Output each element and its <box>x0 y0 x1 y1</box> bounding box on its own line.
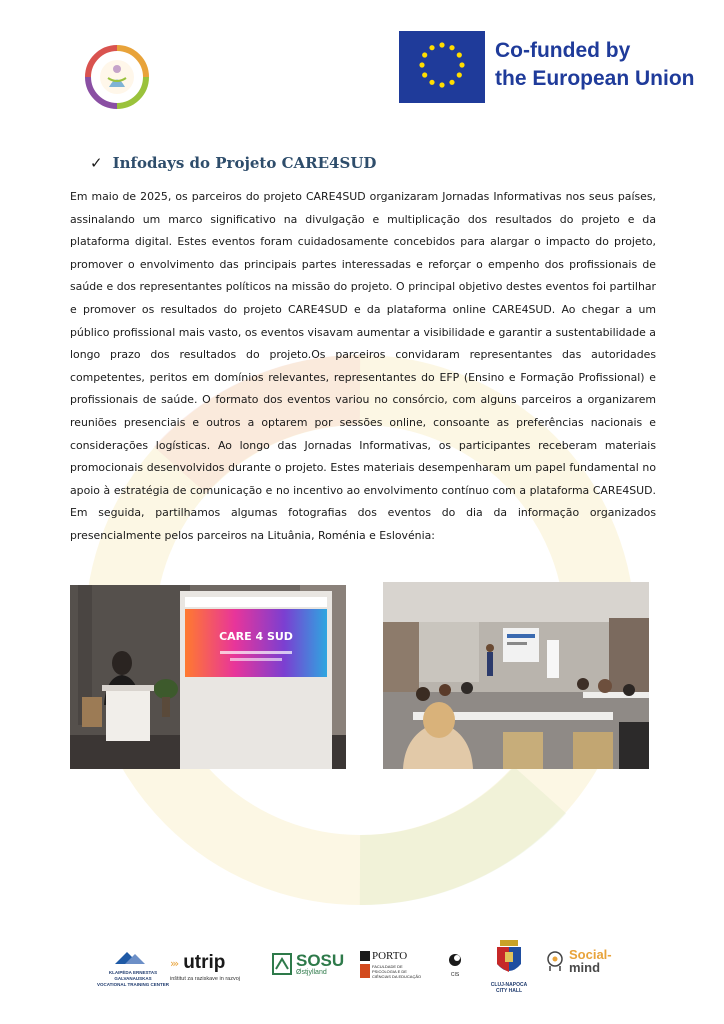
eu-line-2: the European Union <box>495 67 695 90</box>
klaipeda-line-2: VOCATIONAL TRAINING CENTER <box>96 982 170 987</box>
utrip-subtitle: inštitut za raziskave in razvoj <box>170 976 240 982</box>
utrip-arrows-icon: ››› <box>170 956 178 970</box>
uporto-mark-icon <box>360 964 370 978</box>
eu-flag-icon <box>399 31 485 103</box>
partner-utrip <box>170 952 262 982</box>
cluj-line-1: CLUJ-NAPOCA <box>490 982 528 988</box>
care4sud-logo <box>82 42 152 112</box>
body-paragraph: Em maio de 2025, os parceiros do projeto CARE4SUD organizaram Jornadas Informativas nos seus países, assinalando um marco significativo na divulgação e multiplicação dos resultados do projeto e da plataforma digital. Estes eventos foram cuidadosamente concebidos para alargar o impacto do projeto, promover o envolvimento das principais partes interessadas e reforçar o empenho dos profissionais de saúde e dos representantes políticos na missão do projeto. O principal objetivo destes eventos foi partilhar e promover os resultados do projeto CARE4SUD e da plataforma online CARE4SUD. Ao chegar a um público profissional mais vasto, os eventos visavam aumentar a visibilidade e garantir a sustentabilidade a longo prazo dos resultados do projeto.Os parceiros convidaram representantes das autoridades competentes, peritos em domínios relevantes, representantes do EFP (Ensino e Formação Profissional) e profissionais de saúde. O formato dos eventos variou no consórcio, com alguns parceiros a organizarem reuniões presenciais e outros a optarem por sessões online, consoante as preferências nacionais e considerações logísticas. Ao longo das Jornadas Informativas, os participantes receberam materiais promocionais desenvolvidos durante o projeto. Estes materiais desempenharam um papel fundamental no apoio à estratégia de comunicação e no incentivo ao envolvimento contínuo com a plataforma CARE4SUD. Em seguida, partilhamos algumas fotografias dos eventos do dia da informação organizados presencialmente pelos parceiros na Lituânia, Roménia e Eslovénia: <box>70 190 656 542</box>
uporto-name: PORTO <box>372 950 408 962</box>
slide-title: CARE 4 SUD <box>219 630 293 643</box>
sosu-name: SOSU <box>296 951 345 970</box>
partner-cis <box>444 952 466 978</box>
eu-cofunded-text <box>495 37 695 93</box>
partner-sosu <box>272 952 352 976</box>
social-mind-head-icon <box>545 950 565 972</box>
photo-presentation-image <box>70 585 346 769</box>
cluj-line-2: CITY HALL <box>495 988 523 994</box>
cluj-coat-of-arms-icon <box>494 940 524 978</box>
social-mind-line-2: mind <box>569 960 601 975</box>
cis-emblem-icon <box>447 952 463 968</box>
partner-klaipeda <box>95 950 171 988</box>
social-mind-line-1: Social- <box>569 947 612 962</box>
section-heading <box>90 154 376 172</box>
klaipeda-emblem-icon <box>95 950 171 966</box>
partner-social-mind <box>545 948 629 974</box>
checkmark-icon: ✓ <box>90 154 103 172</box>
partner-cluj-napoca <box>487 940 531 994</box>
uporto-u-icon <box>360 951 370 961</box>
heading-text: Infodays do Projeto CARE4SUD <box>112 154 377 172</box>
partner-logos <box>95 938 635 998</box>
eu-cofunded-logo <box>399 31 699 103</box>
sosu-subtitle: Østjylland <box>296 969 327 976</box>
eu-line-1: Co-funded by <box>495 39 631 62</box>
partner-uporto <box>360 950 428 979</box>
cis-name: CIS <box>450 972 460 978</box>
photo-meeting-room-image <box>383 582 649 769</box>
klaipeda-line-1: KLAIPĖDA ERNESTAS GALVANAUSKAS <box>108 970 158 981</box>
sosu-emblem-icon <box>272 953 292 975</box>
uporto-subtitle: FACULDADE DE PSICOLOGIA E DE CIÊNCIAS DA EDUCAÇÃO <box>372 964 422 979</box>
utrip-name: utrip <box>183 952 226 973</box>
photo-presentation <box>70 585 346 769</box>
photo-meeting-room <box>383 582 649 769</box>
